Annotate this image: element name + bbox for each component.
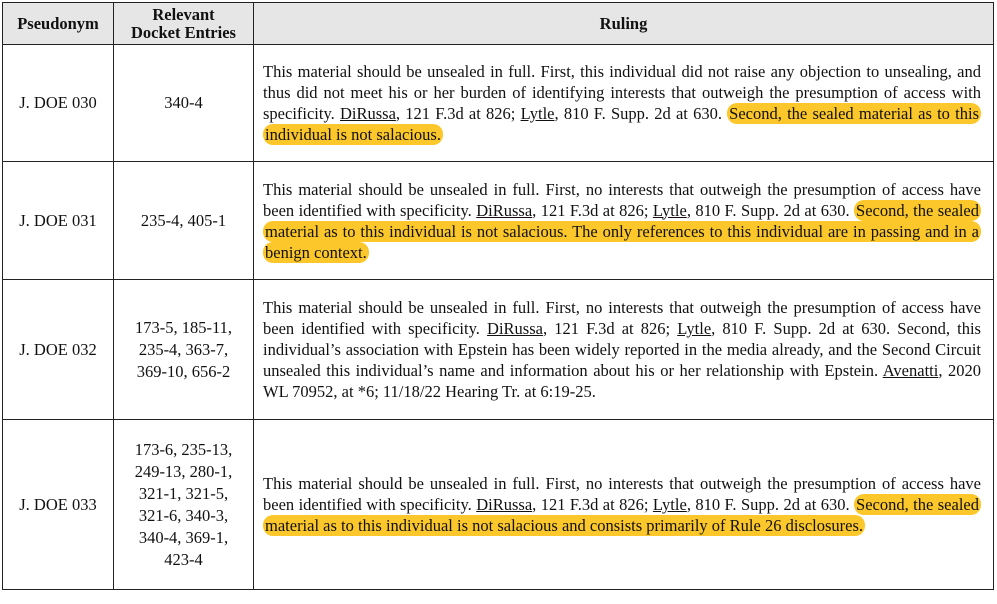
- ruling-cell: [254, 280, 994, 420]
- case-name-avenatti: Avenatti: [882, 361, 939, 380]
- ruling-intro: This material should be unsealed in full. First, this individual did not raise any objection to unsealing, and thus did not meet his or her burden of identifying interests that outweigh the presumption of access with specificity.: [263, 62, 981, 123]
- ruling-cell: [254, 162, 994, 280]
- pseudonym-cell: J. DOE 030: [3, 45, 114, 162]
- docket-entries-cell: [114, 162, 254, 280]
- pseudonym-cell: J. DOE 033: [3, 420, 114, 590]
- pseudonym-cell: J. DOE 031: [3, 162, 114, 280]
- ruling-middle: Second, this individual’s association with Epstein has been widely reported in the media already, and the Second Circuit unsealed this individual’s name and information about his or her relationship with Epstein.: [263, 319, 981, 380]
- rulings-table: [2, 2, 994, 590]
- ruling-intro: This material should be unsealed in full. First, no interests that outweigh the presumption of access have been identified with specificity.: [263, 298, 981, 338]
- citation: , 810 F. Supp. 2d at 630.: [686, 200, 855, 220]
- table-row: [3, 420, 994, 590]
- case-name-lytle: Lytle: [652, 200, 687, 220]
- ruling-cell: [254, 420, 994, 590]
- header-pseudonym: Pseudonym: [3, 3, 114, 45]
- table-row: [3, 280, 994, 420]
- ruling-text: [263, 473, 981, 536]
- header-row: [3, 3, 994, 45]
- citation: , 2020 WL 70952, at *6; 11/18/22 Hearing Tr. at 6:19-25.: [263, 361, 982, 401]
- case-name-lytle: Lytle: [652, 495, 687, 514]
- docket-entries-cell: [114, 420, 254, 590]
- ruling-text: [263, 297, 981, 402]
- header-dockets-line1: Relevant: [152, 4, 215, 24]
- citation: , 121 F.3d at 826;: [532, 495, 653, 514]
- table-row: [3, 162, 994, 280]
- case-name-dirussa: DiRussa: [340, 104, 396, 123]
- citation: , 121 F.3d at 826;: [542, 319, 678, 338]
- header-dockets: [114, 3, 254, 45]
- highlighted-ruling: Second, the sealed material as to this individual is not salacious and consists primarily of Rule 26 disclosures.: [265, 495, 979, 535]
- docket-entries-cell: [114, 280, 254, 420]
- docket-entries-text: 173-6, 235-13, 249-13, 280-1, 321-1, 321-5, 321-6, 340-3, 340-4, 369-1, 423-4: [134, 439, 233, 569]
- table-row: [3, 45, 994, 162]
- case-name-dirussa: DiRussa: [476, 200, 533, 220]
- docket-entries-cell: [114, 45, 254, 162]
- case-name-dirussa: DiRussa: [487, 319, 543, 338]
- header-ruling: Ruling: [254, 3, 994, 45]
- ruling-intro: This material should be unsealed in full. First, no interests that outweigh the presumption of access have been identified with specificity.: [263, 474, 981, 514]
- ruling-cell: [254, 45, 994, 162]
- ruling-intro: This material should be unsealed in full. First, no interests that outweigh the presumption of access have been identified with specificity.: [263, 179, 981, 220]
- pseudonym-cell: J. DOE 032: [3, 280, 114, 420]
- ruling-text: [263, 61, 981, 145]
- docket-entries-text: 235-4, 405-1: [140, 210, 227, 230]
- citation: , 810 F. Supp. 2d at 630.: [711, 319, 898, 338]
- docket-entries-text: 340-4: [164, 93, 203, 112]
- case-name-lytle: Lytle: [677, 319, 712, 338]
- highlighted-ruling: Second, the sealed material as to this individual is not salacious.: [265, 104, 979, 144]
- case-name-lytle: Lytle: [520, 104, 555, 123]
- citation: , 810 F. Supp. 2d at 630.: [686, 495, 855, 514]
- citation: , 121 F.3d at 826;: [395, 104, 521, 123]
- ruling-text: [263, 179, 981, 263]
- docket-entries-text: 173-5, 185-11, 235-4, 363-7, 369-10, 656-2: [134, 317, 232, 381]
- citation: , 810 F. Supp. 2d at 630.: [554, 104, 728, 123]
- header-dockets-line2: Docket Entries: [131, 22, 236, 42]
- case-name-dirussa: DiRussa: [476, 495, 533, 514]
- highlighted-ruling: Second, the sealed material as to this individual is not salacious. The only references to this individual are in passing and in a benign context.: [265, 200, 979, 262]
- citation: , 121 F.3d at 826;: [532, 200, 653, 220]
